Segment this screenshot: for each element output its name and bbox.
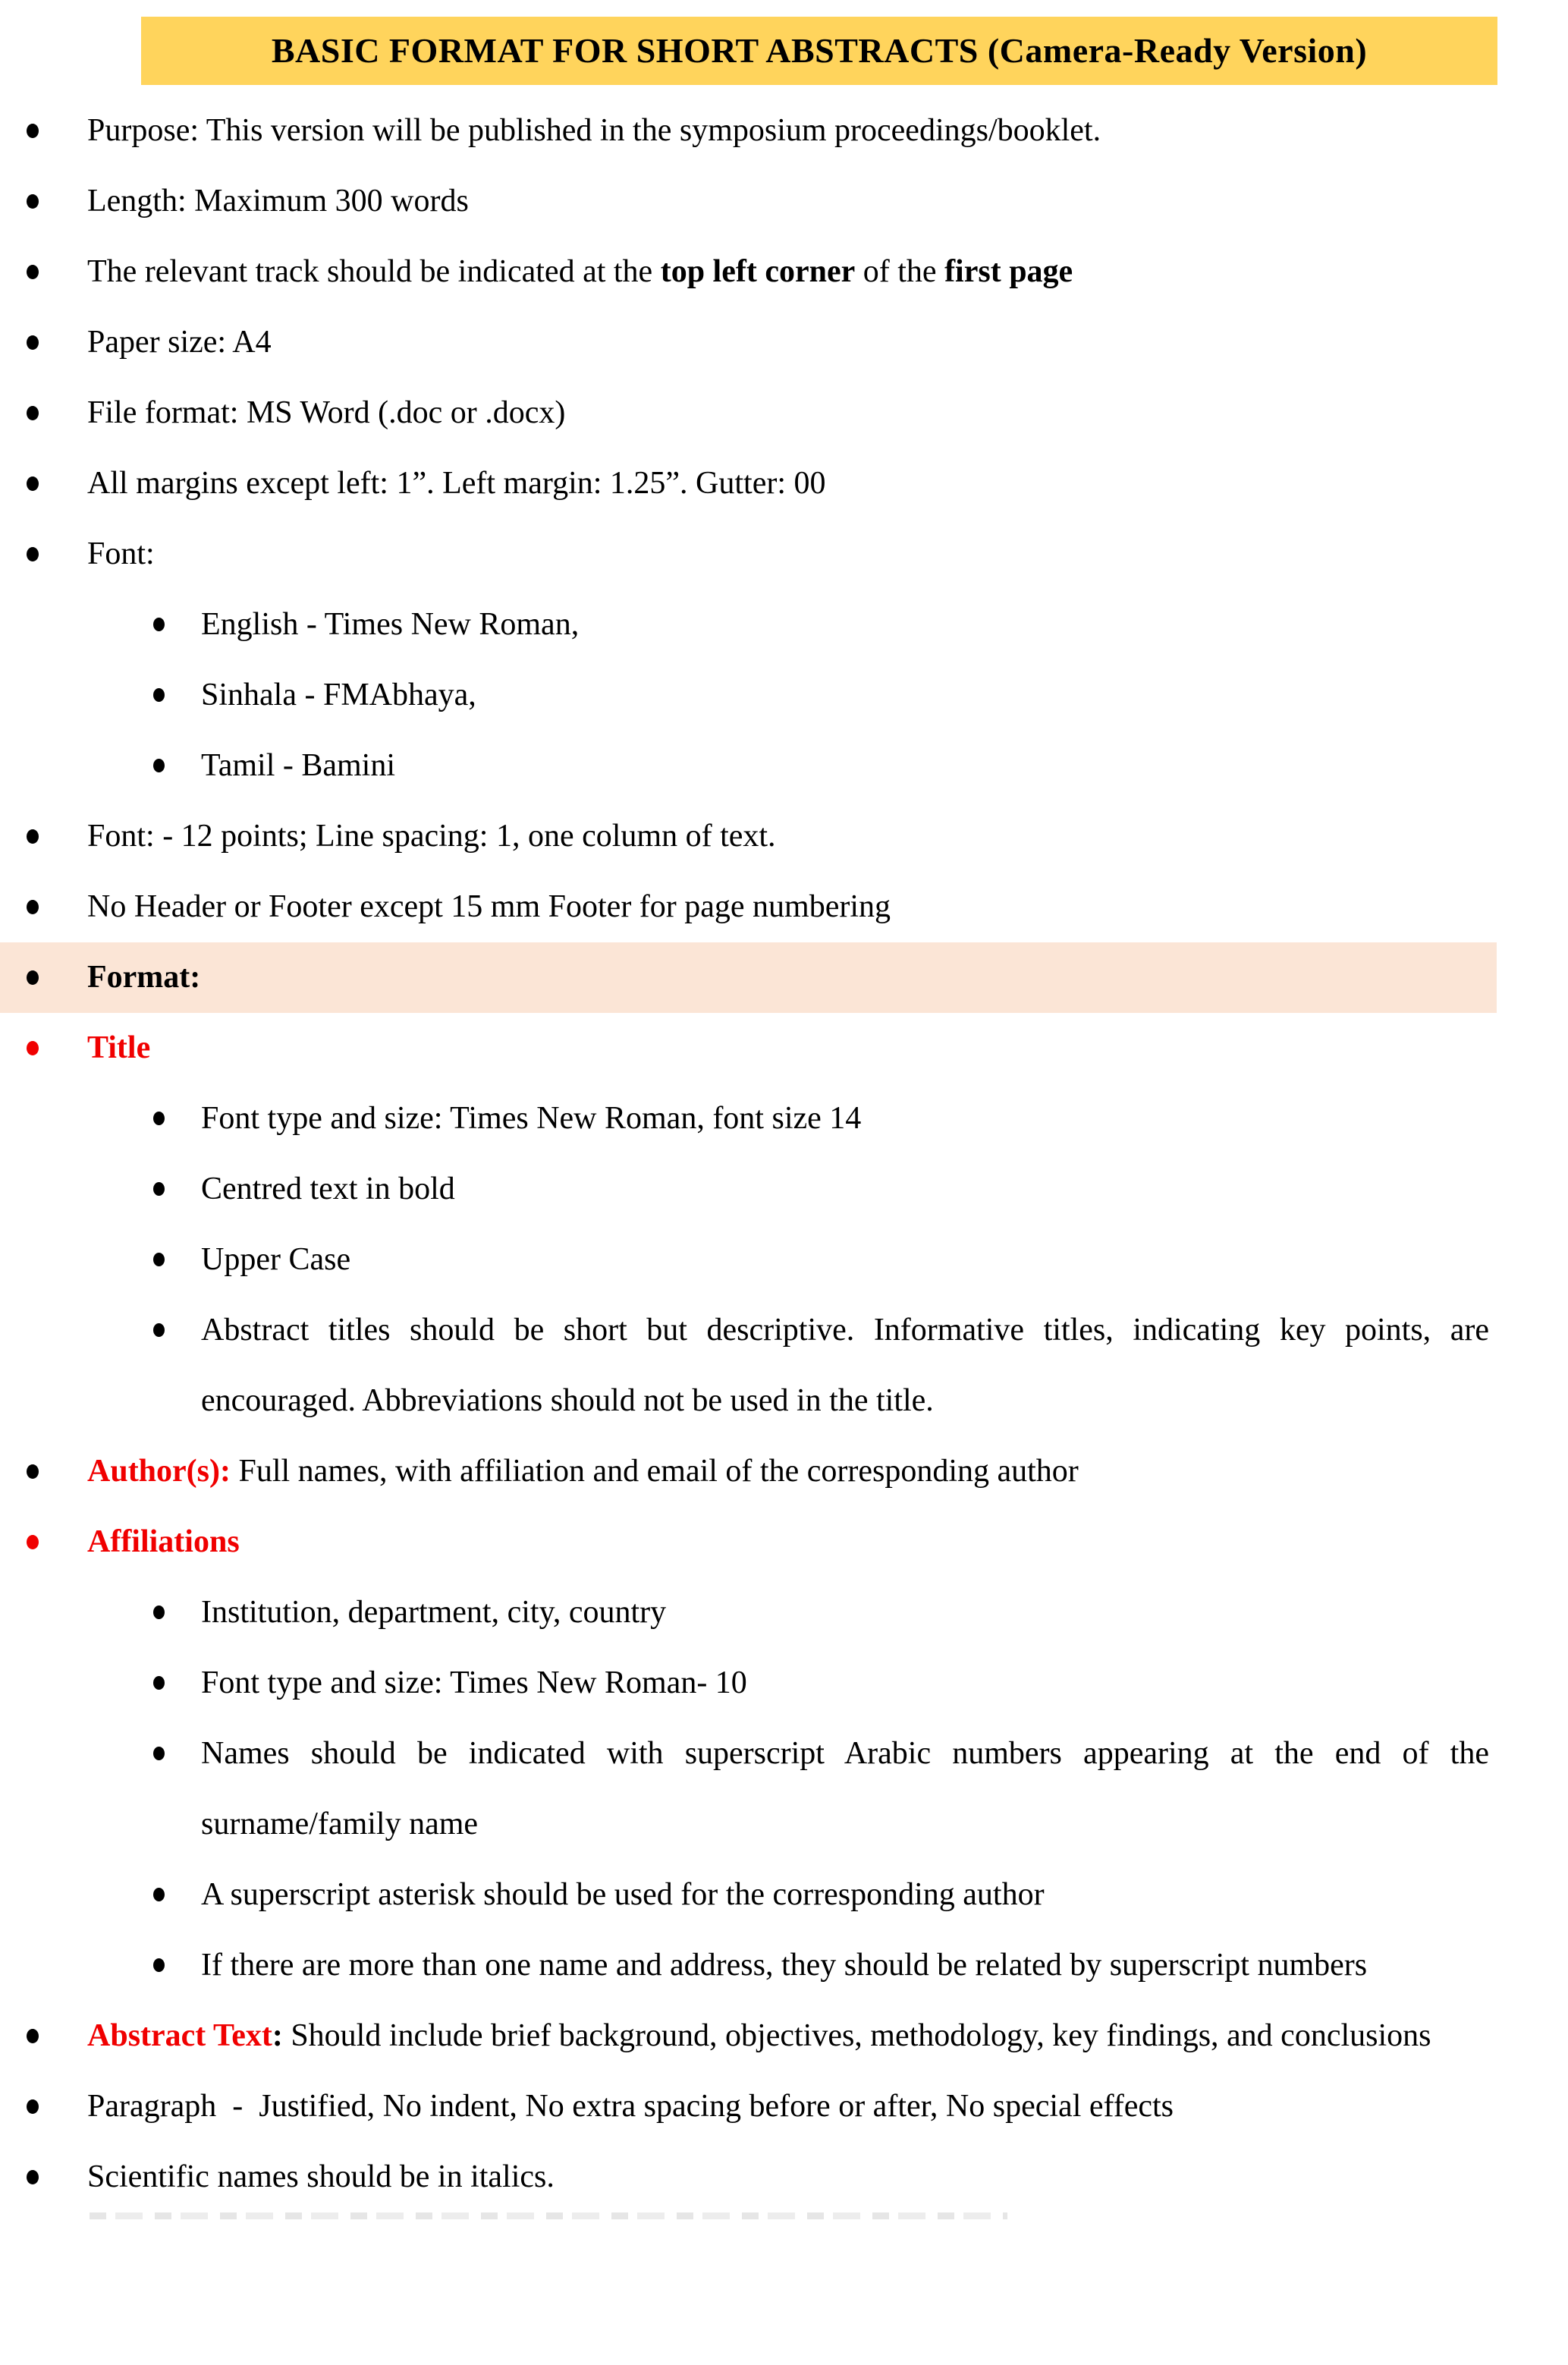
text-segment: Format: — [87, 960, 201, 995]
text-segment: English - Times New Roman, — [201, 607, 580, 642]
text-segment: Abstract Text — [87, 2018, 272, 2053]
text-segment: Font type and size: Times New Roman, font size 14 — [201, 1101, 862, 1136]
bullet-icon — [27, 2099, 39, 2114]
list-item — [0, 2142, 1568, 2212]
bullet-icon — [27, 829, 39, 844]
list-item — [0, 1507, 1568, 1577]
bullet-icon — [27, 2029, 39, 2043]
list-item — [0, 96, 1568, 166]
text-segment: top left corner — [660, 254, 856, 289]
text-segment: Centred text in bold — [201, 1171, 455, 1206]
text-segment: Sinhala - FMAbhaya, — [201, 678, 476, 712]
text-segment: : — [272, 2018, 283, 2053]
document-page — [0, 17, 1568, 2219]
list-item — [0, 1577, 1568, 1648]
list-item — [0, 1154, 1568, 1225]
bullet-icon — [27, 547, 39, 561]
text-segment: Length: Maximum 300 words — [87, 184, 469, 219]
text-segment: Paper size: A4 — [87, 325, 272, 360]
bullet-icon — [153, 1182, 165, 1196]
bullet-icon — [153, 1747, 165, 1760]
bullet-icon — [153, 1112, 165, 1125]
text-segment: Purpose: This version will be published in the symposium proceedings/booklet. — [87, 113, 1101, 148]
text-segment: Institution, department, city, country — [201, 1595, 667, 1630]
bullet-icon — [153, 1253, 165, 1266]
text-segment: Abstract titles should be short but descriptive. Informative titles, indicating key points, are encouraged. Abbreviations should not be used in the title. — [201, 1313, 1489, 1418]
text-segment: File format: MS Word (.doc or .docx) — [87, 395, 566, 430]
text-segment: If there are more than one name and address, they should be related by superscript numbers — [201, 1948, 1368, 1983]
text-segment: Title — [87, 1030, 151, 1065]
bullet-icon — [27, 1464, 39, 1479]
bullet-list — [0, 96, 1568, 2212]
bullet-icon — [27, 1041, 39, 1055]
list-item — [0, 1930, 1568, 2001]
bullet-icon — [27, 2170, 39, 2184]
list-item — [0, 1225, 1568, 1295]
list-item — [0, 872, 1568, 942]
bullet-icon — [153, 618, 165, 631]
cutoff-text-line — [90, 2212, 1007, 2219]
text-segment: Upper Case — [201, 1242, 351, 1277]
bullet-icon — [153, 688, 165, 702]
list-item — [0, 1083, 1568, 1154]
bullet-icon — [27, 900, 39, 914]
list-item — [0, 448, 1568, 519]
bullet-icon — [27, 335, 39, 350]
list-item — [0, 237, 1568, 307]
text-segment: Should include brief background, objectives, methodology, key findings, and conclusions — [282, 2018, 1431, 2053]
bullet-icon — [27, 265, 39, 279]
bullet-icon — [27, 124, 39, 138]
bullet-icon — [27, 406, 39, 420]
bullet-icon — [153, 1605, 165, 1619]
list-item — [0, 1860, 1568, 1930]
bullet-icon — [27, 476, 39, 491]
text-segment: Affiliations — [87, 1524, 240, 1559]
text-segment: The relevant track should be indicated at the — [87, 254, 661, 289]
text-segment: first page — [944, 254, 1073, 289]
text-segment: Font: - 12 points; Line spacing: 1, one column of text. — [87, 819, 776, 854]
list-item — [0, 2001, 1568, 2071]
list-item — [0, 378, 1568, 448]
document-title: BASIC FORMAT FOR SHORT ABSTRACTS (Camera-Ready Version) — [141, 17, 1497, 85]
text-segment: of the — [855, 254, 945, 289]
list-item — [0, 2071, 1568, 2142]
list-item — [0, 519, 1568, 590]
text-segment: No Header or Footer except 15 mm Footer for page numbering — [87, 889, 891, 924]
list-item — [0, 307, 1568, 378]
bullet-icon — [27, 1535, 39, 1549]
text-segment: Scientific names should be in italics. — [87, 2159, 555, 2194]
text-segment: Font type and size: Times New Roman- 10 — [201, 1665, 747, 1700]
text-segment: Names should be indicated with superscript Arabic numbers appearing at the end of the surname/family name — [201, 1736, 1489, 1841]
list-item — [0, 731, 1568, 801]
text-segment: Font: — [87, 536, 155, 571]
list-item — [0, 166, 1568, 237]
list-item — [0, 1719, 1568, 1860]
bullet-icon — [153, 1676, 165, 1690]
list-item — [0, 1295, 1568, 1436]
list-item — [0, 1436, 1568, 1507]
list-item — [0, 801, 1568, 872]
text-segment: Paragraph - Justified, No indent, No extra spacing before or after, No special effects — [87, 2089, 1174, 2124]
text-segment: Full names, with affiliation and email of the corresponding author — [230, 1454, 1079, 1489]
text-segment: Tamil - Bamini — [201, 748, 396, 783]
text-segment: A superscript asterisk should be used for the corresponding author — [201, 1877, 1045, 1912]
bullet-icon — [27, 194, 39, 209]
text-segment: All margins except left: 1”. Left margin: 1.25”. Gutter: 00 — [87, 466, 826, 501]
list-item — [0, 1013, 1568, 1083]
bullet-icon — [153, 1888, 165, 1901]
bullet-icon — [27, 970, 39, 985]
text-segment: Author(s): — [87, 1454, 231, 1489]
bullet-icon — [153, 1323, 165, 1337]
bullet-icon — [153, 1958, 165, 1972]
list-item — [0, 942, 1497, 1013]
list-item — [0, 1648, 1568, 1719]
list-item — [0, 590, 1568, 660]
bullet-icon — [153, 759, 165, 772]
list-item — [0, 660, 1568, 731]
